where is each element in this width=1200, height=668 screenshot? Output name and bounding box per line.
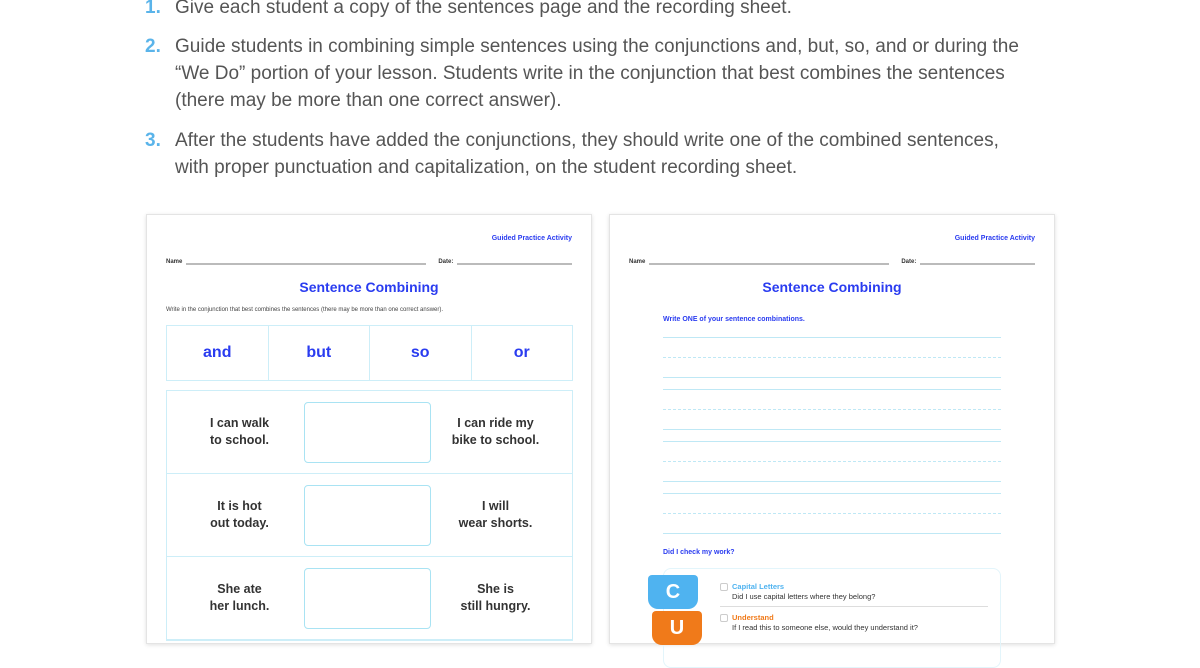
checklist-item: Understand If I read this to someone else, would they understand it? — [732, 613, 918, 633]
name-date-row: Name Date: — [629, 259, 1035, 265]
answer-box — [304, 568, 431, 629]
cup-u-icon: U — [652, 611, 702, 645]
conjunction-bank — [166, 325, 573, 381]
sentence-row: She ate her lunch. She is still hungry. — [167, 557, 572, 640]
step-1: 1. Give each student a copy of the sentences page and the recording sheet. — [145, 0, 792, 18]
sentences-page-preview — [146, 214, 592, 644]
sentence-row: I can walk to school. I can ride my bike to school. — [167, 391, 572, 474]
answer-box — [304, 402, 431, 463]
page-title: Sentence Combining — [299, 279, 439, 295]
step-2: 2. Guide students in combining simple sentences using the conjunctions and, but, so, and or during the “We Do” portion of your lesson. Students write in the conjunction that best combines the sentences (there may be more than one correct answer). — [145, 36, 1019, 111]
sentence-row: It is hot out today. I will wear shorts. — [167, 474, 572, 557]
conjunction: but — [269, 326, 371, 380]
recording-sheet-preview — [609, 214, 1055, 644]
conjunction: so — [370, 326, 472, 380]
cup-c-icon: C — [648, 575, 698, 609]
activity-tag: Guided Practice Activity — [491, 235, 572, 242]
instructions: Write in the conjunction that best combines the sentences (there may be more than one correct answer). — [166, 307, 444, 313]
step-3: 3. After the students have added the conjunctions, they should write one of the combined sentences, with proper punctuation and capitalization, on the student recording sheet. — [145, 130, 999, 178]
checklist-item: Capital Letters Did I use capital letters where they belong? — [732, 582, 875, 602]
checkbox — [720, 583, 728, 591]
activity-tag: Guided Practice Activity — [954, 235, 1035, 242]
page-title: Sentence Combining — [762, 279, 902, 295]
writing-prompt: Write ONE of your sentence combinations. — [663, 316, 805, 323]
checklist-title: Did I check my work? — [663, 549, 735, 556]
conjunction: and — [167, 326, 269, 380]
checkbox — [720, 614, 728, 622]
conjunction: or — [513, 344, 530, 361]
sentence-rows — [166, 390, 573, 641]
name-date-row: Name Date: — [166, 259, 572, 265]
answer-box — [304, 485, 431, 546]
